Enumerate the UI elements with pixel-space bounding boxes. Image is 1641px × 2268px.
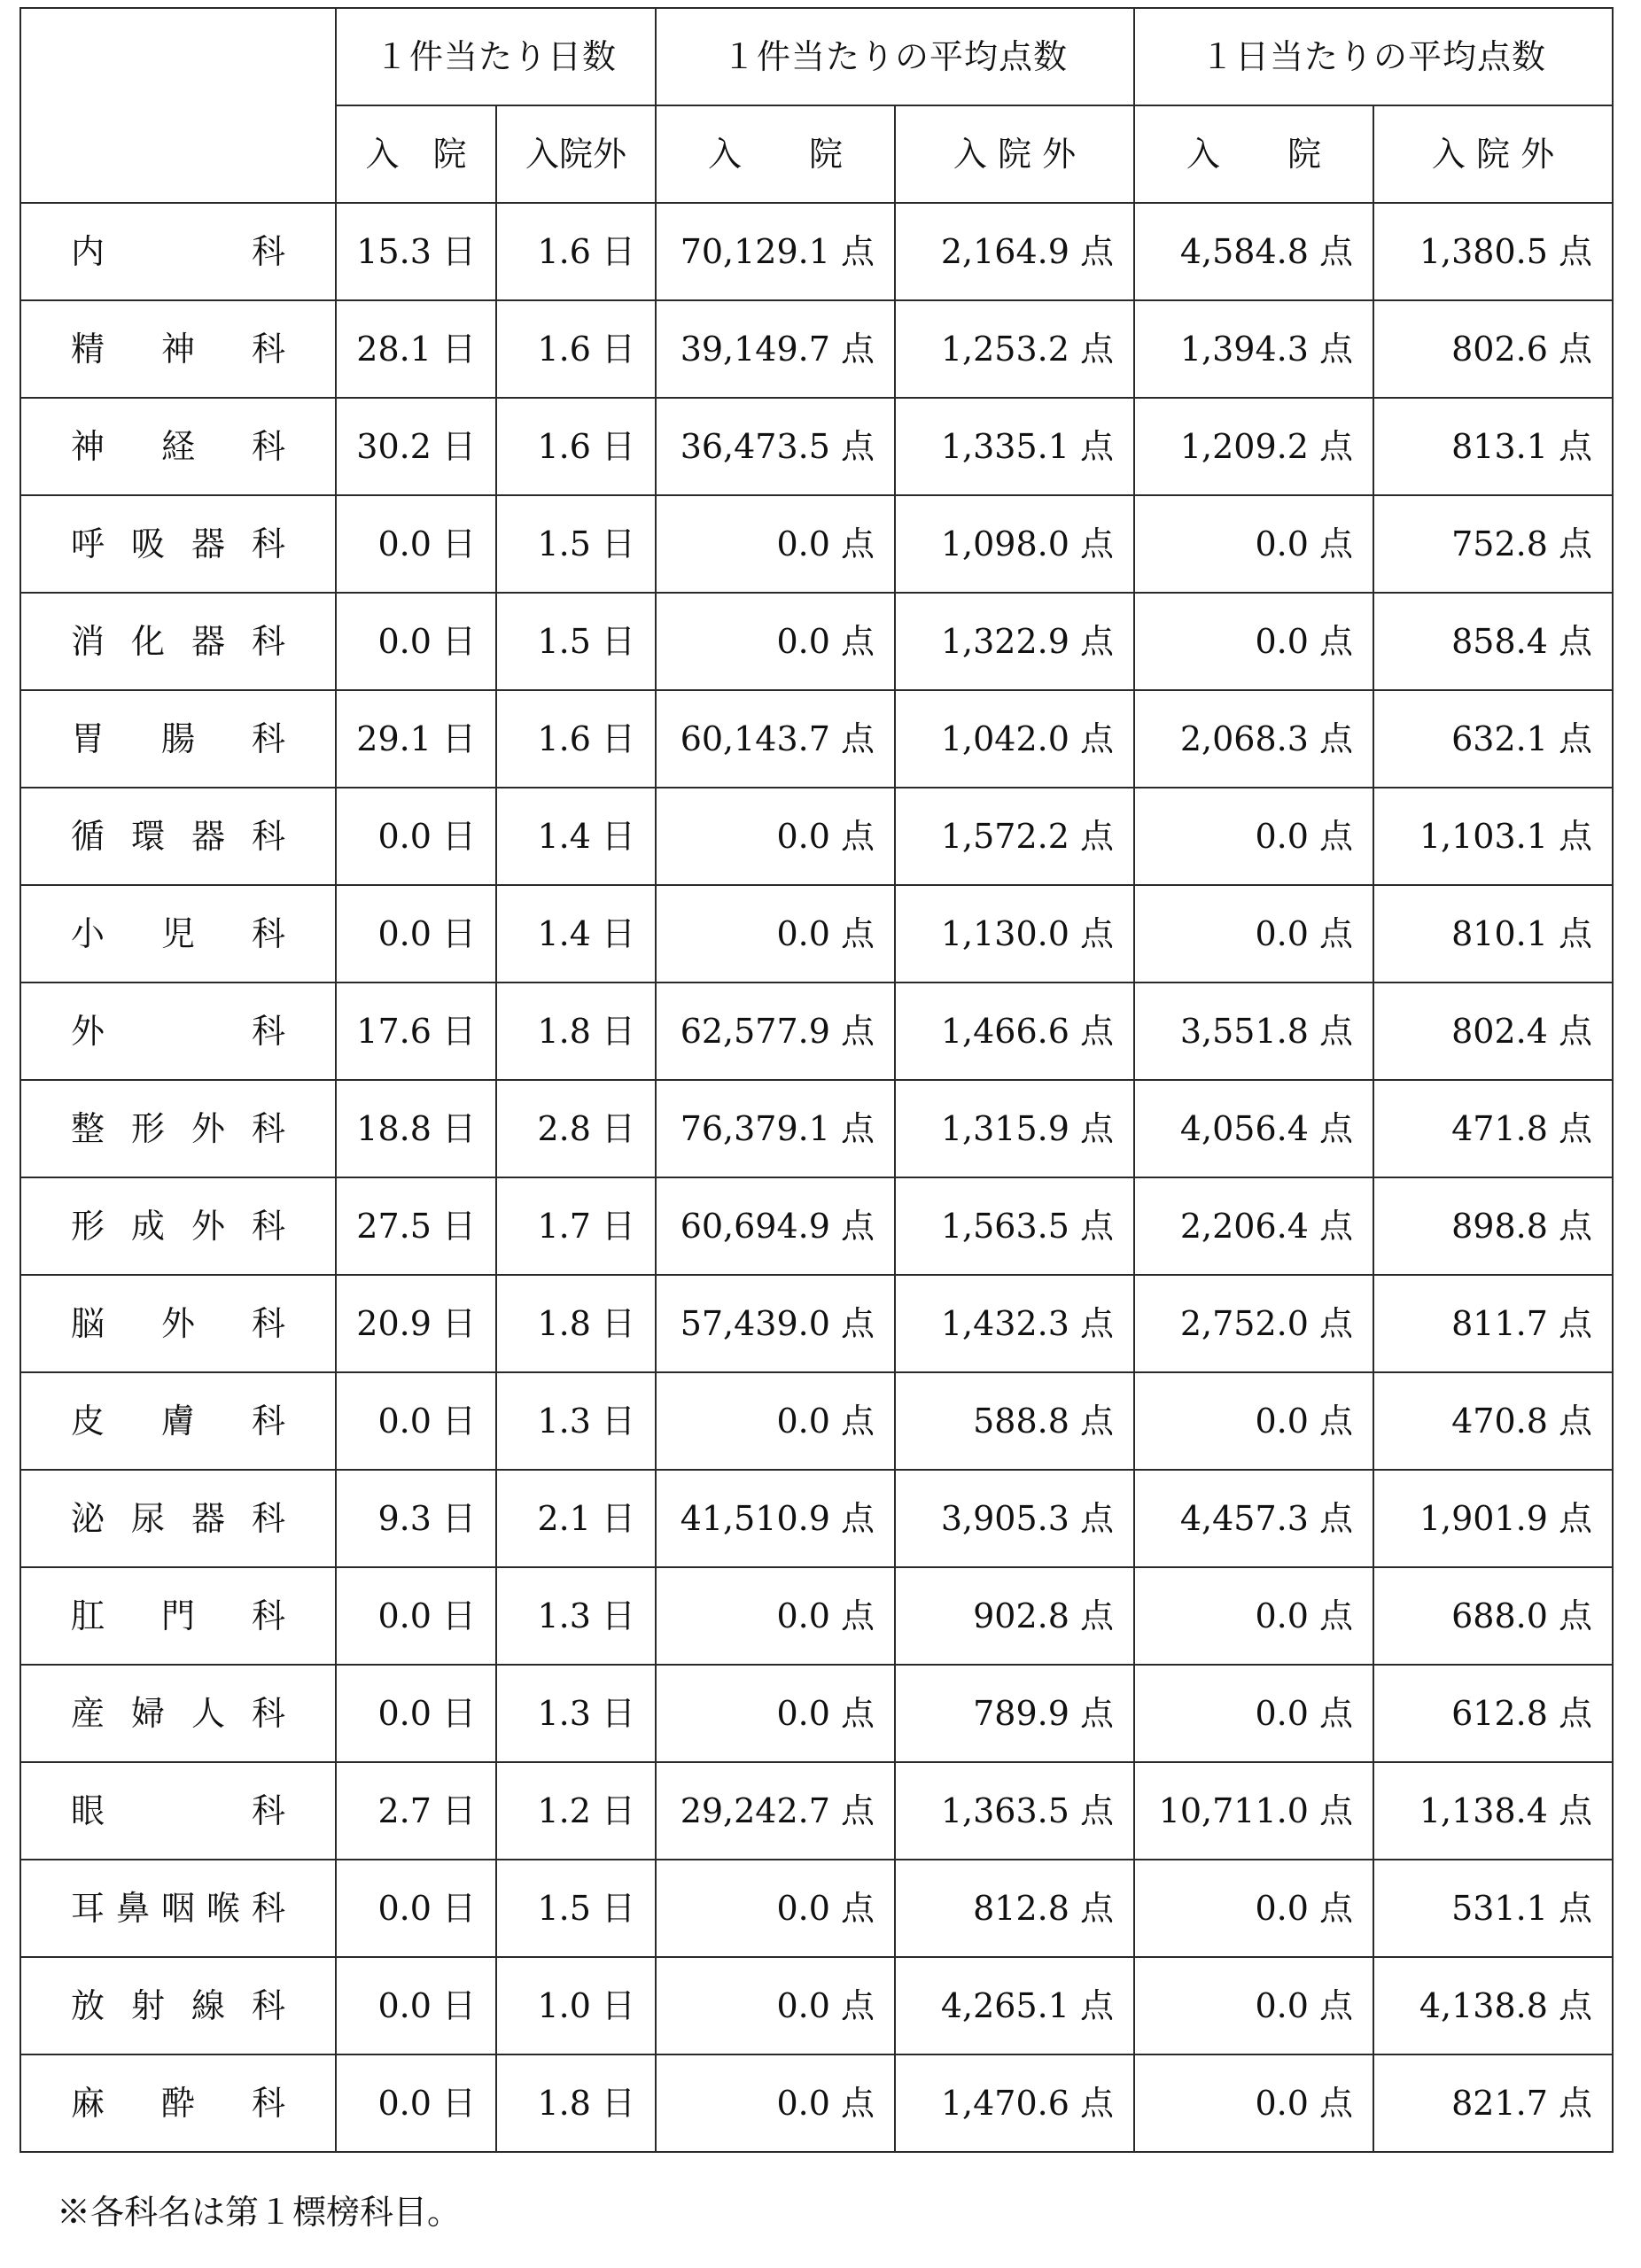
points-per-day-inpatient-cell: 4,056.4 点 (1134, 1080, 1373, 1177)
days-inpatient-cell: 18.8 日 (336, 1080, 496, 1177)
points-per-day-outpatient-cell: 898.8 点 (1373, 1177, 1613, 1275)
points-per-day-inpatient-cell: 0.0 点 (1134, 1665, 1373, 1762)
department-name-cell: 内科 (20, 203, 336, 300)
days-inpatient-cell: 0.0 日 (336, 495, 496, 593)
table-row (20, 398, 1613, 495)
points-per-case-outpatient-cell: 789.9 点 (895, 1665, 1134, 1762)
points-per-day-outpatient-cell: 471.8 点 (1373, 1080, 1613, 1177)
table-row (20, 1762, 1613, 1860)
table-row (20, 1372, 1613, 1470)
department-name-cell: 胃腸科 (20, 690, 336, 788)
days-outpatient-cell: 1.2 日 (496, 1762, 656, 1860)
points-per-day-outpatient-cell: 1,380.5 点 (1373, 203, 1613, 300)
table-row (20, 2054, 1613, 2152)
points-per-case-outpatient-cell: 1,572.2 点 (895, 788, 1134, 885)
department-name-cell: 循環器科 (20, 788, 336, 885)
points-per-case-inpatient-cell: 0.0 点 (656, 1567, 895, 1665)
days-outpatient-cell: 1.8 日 (496, 1275, 656, 1372)
points-per-day-outpatient-cell: 752.8 点 (1373, 495, 1613, 593)
department-name-cell: 精神科 (20, 300, 336, 398)
table-row (20, 1275, 1613, 1372)
days-inpatient-cell: 20.9 日 (336, 1275, 496, 1372)
days-inpatient-cell: 0.0 日 (336, 1860, 496, 1957)
points-per-case-outpatient-cell: 1,335.1 点 (895, 398, 1134, 495)
header-inpatient: 入 院 (336, 105, 496, 203)
points-per-day-inpatient-cell: 10,711.0 点 (1134, 1762, 1373, 1860)
points-per-day-outpatient-cell: 810.1 点 (1373, 885, 1613, 983)
days-outpatient-cell: 1.0 日 (496, 1957, 656, 2054)
table-row (20, 495, 1613, 593)
days-inpatient-cell: 28.1 日 (336, 300, 496, 398)
days-inpatient-cell: 9.3 日 (336, 1470, 496, 1567)
points-per-case-inpatient-cell: 76,379.1 点 (656, 1080, 895, 1177)
points-per-day-inpatient-cell: 4,457.3 点 (1134, 1470, 1373, 1567)
points-per-day-inpatient-cell: 0.0 点 (1134, 1567, 1373, 1665)
points-per-case-inpatient-cell: 29,242.7 点 (656, 1762, 895, 1860)
department-name-cell: 眼科 (20, 1762, 336, 1860)
points-per-case-inpatient-cell: 70,129.1 点 (656, 203, 895, 300)
days-outpatient-cell: 2.8 日 (496, 1080, 656, 1177)
points-per-case-inpatient-cell: 0.0 点 (656, 1372, 895, 1470)
table-row (20, 1860, 1613, 1957)
points-per-day-outpatient-cell: 1,138.4 点 (1373, 1762, 1613, 1860)
days-outpatient-cell: 1.8 日 (496, 2054, 656, 2152)
points-per-day-inpatient-cell: 2,068.3 点 (1134, 690, 1373, 788)
points-per-case-inpatient-cell: 0.0 点 (656, 885, 895, 983)
days-inpatient-cell: 0.0 日 (336, 1567, 496, 1665)
days-inpatient-cell: 0.0 日 (336, 593, 496, 690)
points-per-case-inpatient-cell: 0.0 点 (656, 593, 895, 690)
points-per-day-outpatient-cell: 531.1 点 (1373, 1860, 1613, 1957)
points-per-case-outpatient-cell: 812.8 点 (895, 1860, 1134, 1957)
department-name-cell: 肛門科 (20, 1567, 336, 1665)
department-name-cell: 形成外科 (20, 1177, 336, 1275)
points-per-day-outpatient-cell: 4,138.8 点 (1373, 1957, 1613, 2054)
days-outpatient-cell: 2.1 日 (496, 1470, 656, 1567)
department-name-cell: 放射線科 (20, 1957, 336, 2054)
department-name-cell: 泌尿器科 (20, 1470, 336, 1567)
points-per-day-outpatient-cell: 1,103.1 点 (1373, 788, 1613, 885)
days-inpatient-cell: 27.5 日 (336, 1177, 496, 1275)
days-outpatient-cell: 1.6 日 (496, 300, 656, 398)
days-inpatient-cell: 0.0 日 (336, 1957, 496, 2054)
points-per-case-inpatient-cell: 0.0 点 (656, 1665, 895, 1762)
points-per-day-outpatient-cell: 813.1 点 (1373, 398, 1613, 495)
points-per-case-outpatient-cell: 1,130.0 点 (895, 885, 1134, 983)
department-name-cell: 耳鼻咽喉科 (20, 1860, 336, 1957)
points-per-case-outpatient-cell: 588.8 点 (895, 1372, 1134, 1470)
points-per-case-outpatient-cell: 1,363.5 点 (895, 1762, 1134, 1860)
table-row (20, 1080, 1613, 1177)
days-inpatient-cell: 0.0 日 (336, 885, 496, 983)
points-per-case-outpatient-cell: 1,432.3 点 (895, 1275, 1134, 1372)
points-per-day-inpatient-cell: 1,394.3 点 (1134, 300, 1373, 398)
department-name-cell: 皮膚科 (20, 1372, 336, 1470)
points-per-day-outpatient-cell: 632.1 点 (1373, 690, 1613, 788)
table-row (20, 203, 1613, 300)
points-per-day-outpatient-cell: 470.8 点 (1373, 1372, 1613, 1470)
points-per-case-inpatient-cell: 60,694.9 点 (656, 1177, 895, 1275)
header-avg-points-per-case: １件当たりの平均点数 (656, 8, 1134, 105)
points-per-day-inpatient-cell: 0.0 点 (1134, 885, 1373, 983)
points-per-case-outpatient-cell: 1,563.5 点 (895, 1177, 1134, 1275)
days-outpatient-cell: 1.5 日 (496, 1860, 656, 1957)
header-inpatient: 入 院 (656, 105, 895, 203)
days-inpatient-cell: 0.0 日 (336, 1372, 496, 1470)
points-per-case-outpatient-cell: 1,322.9 点 (895, 593, 1134, 690)
days-inpatient-cell: 2.7 日 (336, 1762, 496, 1860)
days-outpatient-cell: 1.4 日 (496, 885, 656, 983)
days-inpatient-cell: 30.2 日 (336, 398, 496, 495)
header-outpatient: 入 院 外 (1373, 105, 1613, 203)
points-per-case-inpatient-cell: 0.0 点 (656, 2054, 895, 2152)
table-row (20, 1470, 1613, 1567)
points-per-day-inpatient-cell: 0.0 点 (1134, 788, 1373, 885)
department-name-cell: 外科 (20, 983, 336, 1080)
points-per-case-inpatient-cell: 0.0 点 (656, 1957, 895, 2054)
table-row (20, 1177, 1613, 1275)
points-per-day-outpatient-cell: 821.7 点 (1373, 2054, 1613, 2152)
days-outpatient-cell: 1.3 日 (496, 1665, 656, 1762)
points-per-day-inpatient-cell: 0.0 点 (1134, 1372, 1373, 1470)
points-per-day-outpatient-cell: 802.4 点 (1373, 983, 1613, 1080)
department-name-cell: 神経科 (20, 398, 336, 495)
points-per-case-outpatient-cell: 2,164.9 点 (895, 203, 1134, 300)
days-outpatient-cell: 1.6 日 (496, 398, 656, 495)
points-per-case-outpatient-cell: 902.8 点 (895, 1567, 1134, 1665)
days-inpatient-cell: 15.3 日 (336, 203, 496, 300)
points-per-day-outpatient-cell: 688.0 点 (1373, 1567, 1613, 1665)
points-per-case-outpatient-cell: 1,315.9 点 (895, 1080, 1134, 1177)
points-per-day-outpatient-cell: 1,901.9 点 (1373, 1470, 1613, 1567)
header-days-per-case: １件当たり日数 (336, 8, 656, 105)
header-group-row (20, 8, 1613, 105)
days-inpatient-cell: 0.0 日 (336, 788, 496, 885)
points-per-case-outpatient-cell: 1,098.0 点 (895, 495, 1134, 593)
points-per-day-inpatient-cell: 1,209.2 点 (1134, 398, 1373, 495)
header-avg-points-per-day: １日当たりの平均点数 (1134, 8, 1613, 105)
points-per-case-outpatient-cell: 1,466.6 点 (895, 983, 1134, 1080)
department-name-cell: 消化器科 (20, 593, 336, 690)
department-name-cell: 麻酔科 (20, 2054, 336, 2152)
days-inpatient-cell: 17.6 日 (336, 983, 496, 1080)
table-row (20, 1957, 1613, 2054)
days-inpatient-cell: 0.0 日 (336, 2054, 496, 2152)
days-outpatient-cell: 1.8 日 (496, 983, 656, 1080)
points-per-day-inpatient-cell: 3,551.8 点 (1134, 983, 1373, 1080)
department-name-cell: 整形外科 (20, 1080, 336, 1177)
department-name-cell: 脳外科 (20, 1275, 336, 1372)
points-per-day-outpatient-cell: 802.6 点 (1373, 300, 1613, 398)
points-per-case-outpatient-cell: 3,905.3 点 (895, 1470, 1134, 1567)
table-row (20, 885, 1613, 983)
points-per-case-inpatient-cell: 0.0 点 (656, 788, 895, 885)
department-name-cell: 産婦人科 (20, 1665, 336, 1762)
points-per-case-outpatient-cell: 4,265.1 点 (895, 1957, 1134, 2054)
days-inpatient-cell: 0.0 日 (336, 1665, 496, 1762)
department-name-cell: 小児科 (20, 885, 336, 983)
days-outpatient-cell: 1.7 日 (496, 1177, 656, 1275)
days-outpatient-cell: 1.6 日 (496, 203, 656, 300)
days-outpatient-cell: 1.4 日 (496, 788, 656, 885)
points-per-day-inpatient-cell: 4,584.8 点 (1134, 203, 1373, 300)
points-per-case-outpatient-cell: 1,470.6 点 (895, 2054, 1134, 2152)
points-per-day-outpatient-cell: 811.7 点 (1373, 1275, 1613, 1372)
table-row (20, 593, 1613, 690)
points-per-day-inpatient-cell: 0.0 点 (1134, 1957, 1373, 2054)
points-per-case-inpatient-cell: 0.0 点 (656, 1860, 895, 1957)
points-per-case-inpatient-cell: 60,143.7 点 (656, 690, 895, 788)
points-per-case-inpatient-cell: 0.0 点 (656, 495, 895, 593)
points-per-case-outpatient-cell: 1,042.0 点 (895, 690, 1134, 788)
points-per-day-inpatient-cell: 2,206.4 点 (1134, 1177, 1373, 1275)
footnote: ※各科名は第１標榜科目。 (57, 2193, 462, 2232)
days-outpatient-cell: 1.6 日 (496, 690, 656, 788)
days-inpatient-cell: 29.1 日 (336, 690, 496, 788)
header-outpatient: 入 院 外 (895, 105, 1134, 203)
table-row (20, 690, 1613, 788)
points-per-day-inpatient-cell: 0.0 点 (1134, 495, 1373, 593)
points-per-day-inpatient-cell: 0.0 点 (1134, 593, 1373, 690)
header-outpatient: 入院外 (496, 105, 656, 203)
points-per-case-inpatient-cell: 41,510.9 点 (656, 1470, 895, 1567)
points-per-day-inpatient-cell: 2,752.0 点 (1134, 1275, 1373, 1372)
days-outpatient-cell: 1.3 日 (496, 1567, 656, 1665)
points-per-day-outpatient-cell: 858.4 点 (1373, 593, 1613, 690)
days-outpatient-cell: 1.3 日 (496, 1372, 656, 1470)
points-per-day-inpatient-cell: 0.0 点 (1134, 1860, 1373, 1957)
points-per-case-outpatient-cell: 1,253.2 点 (895, 300, 1134, 398)
header-corner-cell (20, 8, 336, 203)
table-row (20, 1567, 1613, 1665)
header-inpatient: 入 院 (1134, 105, 1373, 203)
days-outpatient-cell: 1.5 日 (496, 495, 656, 593)
table-row (20, 1665, 1613, 1762)
table-row (20, 300, 1613, 398)
points-per-day-inpatient-cell: 0.0 点 (1134, 2054, 1373, 2152)
table-row (20, 788, 1613, 885)
department-stats-table (19, 7, 1614, 2153)
points-per-case-inpatient-cell: 62,577.9 点 (656, 983, 895, 1080)
points-per-case-inpatient-cell: 39,149.7 点 (656, 300, 895, 398)
points-per-case-inpatient-cell: 36,473.5 点 (656, 398, 895, 495)
table-row (20, 983, 1613, 1080)
department-name-cell: 呼吸器科 (20, 495, 336, 593)
days-outpatient-cell: 1.5 日 (496, 593, 656, 690)
points-per-day-outpatient-cell: 612.8 点 (1373, 1665, 1613, 1762)
points-per-case-inpatient-cell: 57,439.0 点 (656, 1275, 895, 1372)
